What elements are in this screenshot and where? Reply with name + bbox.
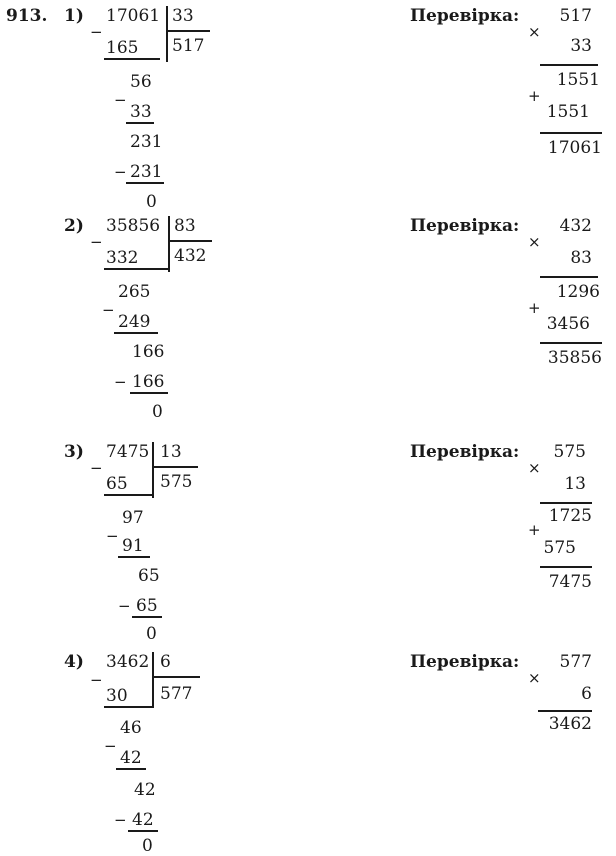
step-underline bbox=[126, 182, 164, 184]
exercise-number: 913. bbox=[6, 6, 48, 26]
check-result: 7475 bbox=[548, 572, 592, 592]
step-underline bbox=[128, 830, 158, 832]
times-sign: × bbox=[528, 233, 541, 251]
step-underline bbox=[116, 768, 146, 770]
step-remainder: 65 bbox=[138, 566, 160, 586]
plus-sign: + bbox=[528, 521, 541, 539]
times-sign: × bbox=[528, 669, 541, 687]
step-subtrahend: 231 bbox=[130, 162, 163, 182]
divisor: 83 bbox=[174, 216, 196, 236]
step-remainder: 166 bbox=[132, 342, 165, 362]
problem-label: 4) bbox=[64, 652, 84, 672]
minus-sign: − bbox=[104, 737, 117, 755]
divisor-underline bbox=[166, 30, 210, 32]
minus-sign: − bbox=[106, 527, 119, 545]
plus-sign: + bbox=[528, 87, 541, 105]
check-line bbox=[540, 342, 602, 344]
minus-sign: − bbox=[118, 597, 131, 615]
step-subtrahend: 332 bbox=[106, 248, 139, 268]
problem-label: 3) bbox=[64, 442, 84, 462]
step-underline bbox=[126, 122, 154, 124]
final-remainder: 0 bbox=[152, 402, 163, 422]
minus-sign: − bbox=[90, 23, 103, 41]
final-remainder: 0 bbox=[142, 836, 153, 856]
check-line bbox=[540, 566, 592, 568]
step-subtrahend: 42 bbox=[120, 748, 142, 768]
minus-sign: − bbox=[90, 671, 103, 689]
step-subtrahend: 166 bbox=[132, 372, 165, 392]
step-subtrahend: 91 bbox=[122, 536, 144, 556]
division-bar bbox=[152, 652, 154, 708]
check-result: 3462 bbox=[548, 714, 592, 734]
step-subtrahend: 249 bbox=[118, 312, 151, 332]
check-factor-b: 13 bbox=[564, 474, 586, 494]
minus-sign: − bbox=[114, 373, 127, 391]
check-label: Перевірка: bbox=[410, 442, 520, 462]
step-remainder: 231 bbox=[130, 132, 163, 152]
check-partial-1: 1725 bbox=[548, 506, 592, 526]
times-sign: × bbox=[528, 23, 541, 41]
dividend: 17061 bbox=[106, 6, 161, 26]
check-line bbox=[538, 710, 592, 712]
step-subtrahend: 30 bbox=[106, 686, 128, 706]
step-underline bbox=[130, 392, 168, 394]
step-remainder: 46 bbox=[120, 718, 142, 738]
check-partial-1: 1551 bbox=[556, 70, 600, 90]
step-subtrahend: 165 bbox=[106, 38, 139, 58]
dividend: 3462 bbox=[106, 652, 150, 672]
check-line bbox=[540, 276, 598, 278]
check-result: 17061 bbox=[547, 138, 602, 158]
divisor: 33 bbox=[172, 6, 194, 26]
division-bar bbox=[152, 442, 154, 498]
check-factor-a: 432 bbox=[559, 216, 592, 236]
step-subtrahend: 42 bbox=[132, 810, 154, 830]
minus-sign: − bbox=[102, 301, 115, 319]
check-line bbox=[540, 502, 592, 504]
step-subtrahend: 65 bbox=[106, 474, 128, 494]
quotient: 517 bbox=[172, 36, 205, 56]
check-factor-a: 575 bbox=[553, 442, 586, 462]
step-subtrahend: 65 bbox=[136, 596, 158, 616]
division-bar bbox=[168, 216, 170, 272]
step-underline bbox=[118, 556, 150, 558]
plus-sign: + bbox=[528, 299, 541, 317]
check-factor-b: 83 bbox=[570, 248, 592, 268]
times-sign: × bbox=[528, 459, 541, 477]
step-underline bbox=[104, 268, 168, 270]
step-remainder: 56 bbox=[130, 72, 152, 92]
divisor-underline bbox=[152, 676, 200, 678]
check-factor-b: 33 bbox=[570, 36, 592, 56]
division-bar bbox=[166, 6, 168, 62]
check-label: Перевірка: bbox=[410, 652, 520, 672]
divisor: 6 bbox=[160, 652, 171, 672]
check-partial-2: 1551 bbox=[546, 102, 590, 122]
quotient: 577 bbox=[160, 684, 193, 704]
check-line bbox=[540, 64, 598, 66]
check-factor-b: 6 bbox=[581, 684, 592, 704]
dividend: 7475 bbox=[106, 442, 150, 462]
step-underline bbox=[132, 616, 162, 618]
quotient: 432 bbox=[174, 246, 207, 266]
check-line bbox=[540, 132, 602, 134]
quotient: 575 bbox=[160, 472, 193, 492]
step-underline bbox=[104, 58, 160, 60]
step-remainder: 265 bbox=[118, 282, 151, 302]
check-label: Перевірка: bbox=[410, 6, 520, 26]
check-partial-2: 575 bbox=[543, 538, 576, 558]
step-subtrahend: 33 bbox=[130, 102, 152, 122]
minus-sign: − bbox=[90, 233, 103, 251]
divisor: 13 bbox=[160, 442, 182, 462]
problem-label: 2) bbox=[64, 216, 84, 236]
minus-sign: − bbox=[114, 163, 127, 181]
final-remainder: 0 bbox=[146, 192, 157, 212]
final-remainder: 0 bbox=[146, 624, 157, 644]
minus-sign: − bbox=[114, 811, 127, 829]
check-partial-2: 3456 bbox=[546, 314, 590, 334]
minus-sign: − bbox=[114, 91, 127, 109]
check-result: 35856 bbox=[547, 348, 602, 368]
problem-label: 1) bbox=[64, 6, 84, 26]
step-remainder: 97 bbox=[122, 508, 144, 528]
check-partial-1: 1296 bbox=[556, 282, 600, 302]
divisor-underline bbox=[168, 240, 212, 242]
check-label: Перевірка: bbox=[410, 216, 520, 236]
minus-sign: − bbox=[90, 459, 103, 477]
check-factor-a: 517 bbox=[559, 6, 592, 26]
step-underline bbox=[104, 494, 152, 496]
check-factor-a: 577 bbox=[559, 652, 592, 672]
step-underline bbox=[104, 706, 152, 708]
step-underline bbox=[114, 332, 158, 334]
dividend: 35856 bbox=[106, 216, 161, 236]
divisor-underline bbox=[152, 466, 198, 468]
step-remainder: 42 bbox=[134, 780, 156, 800]
